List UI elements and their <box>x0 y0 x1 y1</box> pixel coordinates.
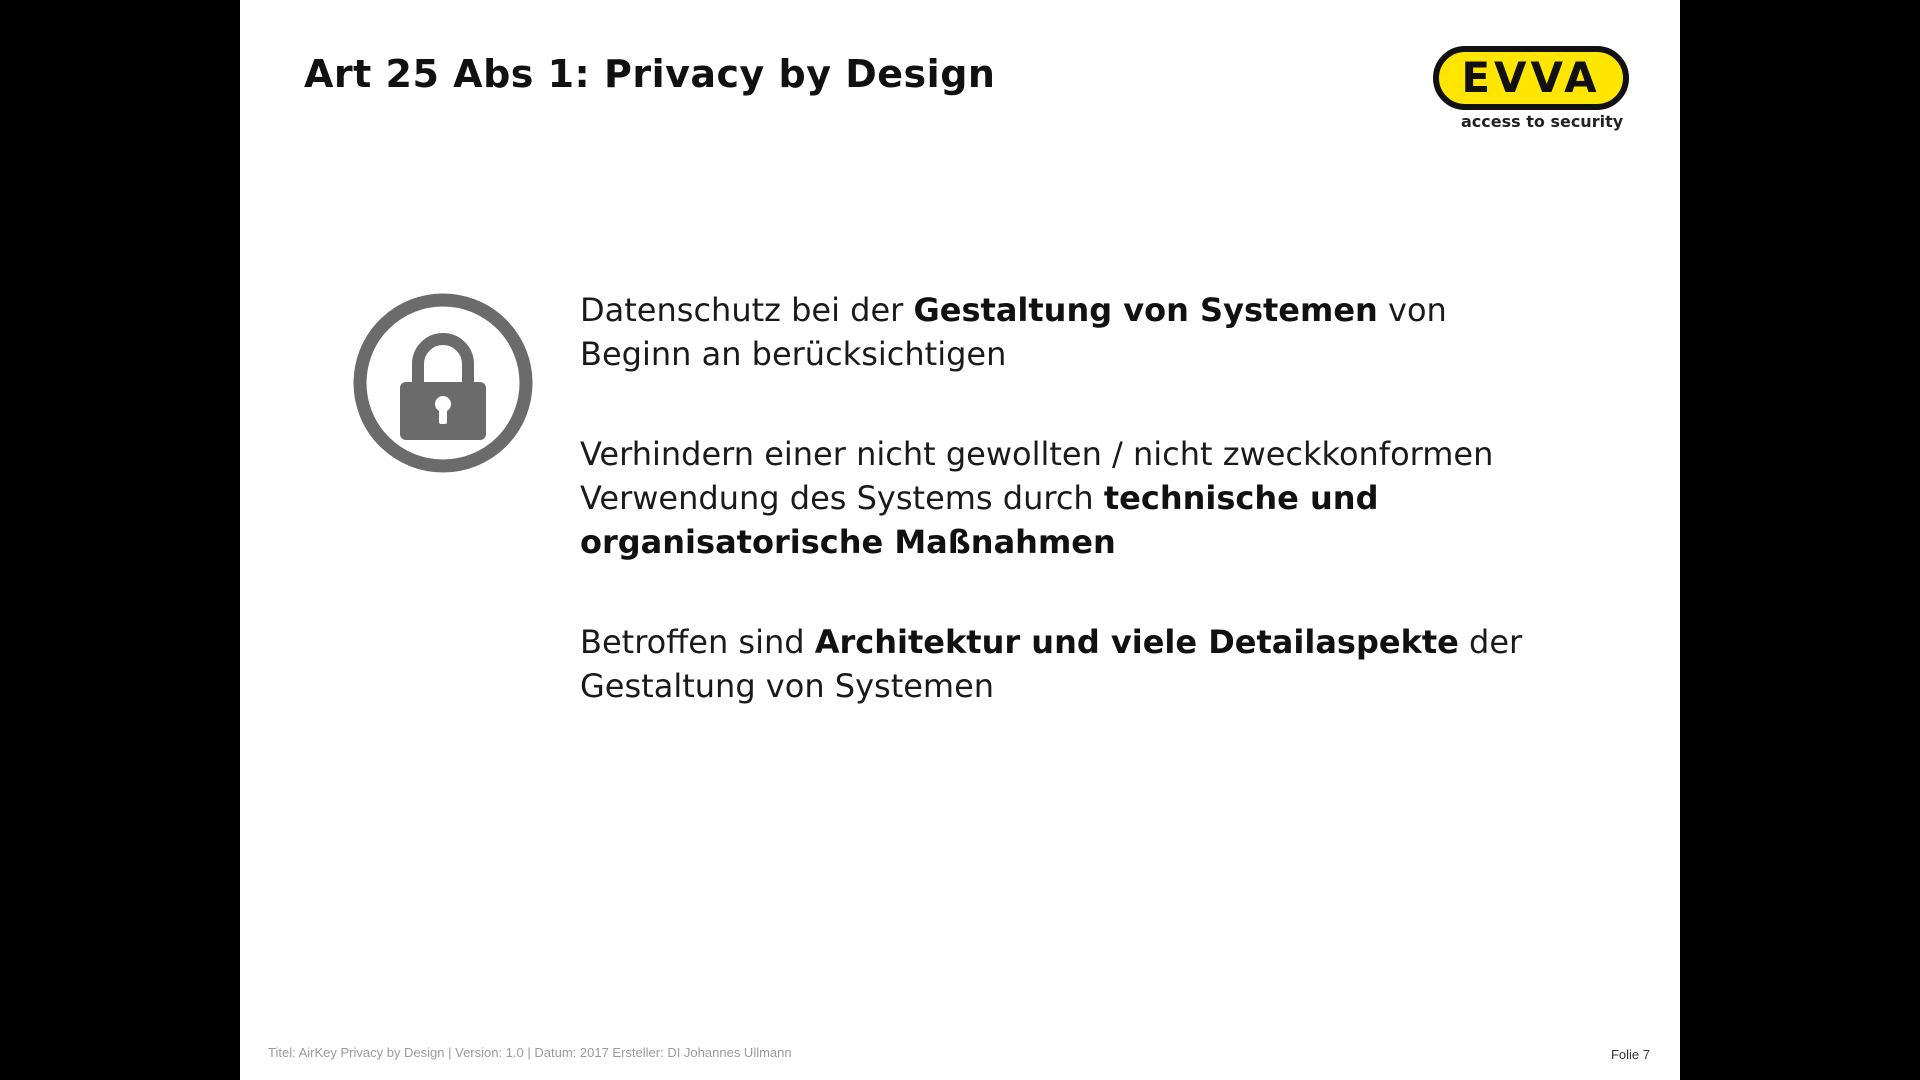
bullet-item <box>580 288 1540 376</box>
bullet-text: Betroffen sind <box>580 623 815 661</box>
slide-title: Art 25 Abs 1: Privacy by Design <box>304 52 996 96</box>
logo-tagline: access to security <box>1461 112 1624 131</box>
bullet-emphasis: Gestaltung von Systemen <box>913 291 1378 329</box>
logo-wordmark: EVVA <box>1461 53 1601 102</box>
bullet-item <box>580 620 1540 708</box>
bullet-text: Datenschutz bei der <box>580 291 914 329</box>
padlock-icon <box>352 292 534 474</box>
evva-logo <box>1433 46 1643 136</box>
bullet-emphasis: technische und organisatorische Maßnahmen <box>580 479 1379 561</box>
bullet-emphasis: Architektur und viele Detailaspekte <box>814 623 1459 661</box>
slide-footer-meta: Titel: AirKey Privacy by Design | Version: 1.0 | Datum: 2017 Ersteller: DI Johannes Ullmann <box>268 1045 792 1060</box>
slide <box>240 0 1680 1080</box>
slide-number: Folie 7 <box>1610 1047 1650 1062</box>
bullet-text: der Gestaltung von Systemen <box>580 623 1523 705</box>
logo-badge <box>1433 46 1629 110</box>
bullet-item <box>580 432 1540 564</box>
bullet-text: Verhindern einer nicht gewollten / nicht zweckkonformen Verwendung des Systems durch <box>580 435 1494 517</box>
bullet-list <box>580 288 1540 764</box>
bullet-text: von Beginn an berücksichtigen <box>580 291 1447 373</box>
